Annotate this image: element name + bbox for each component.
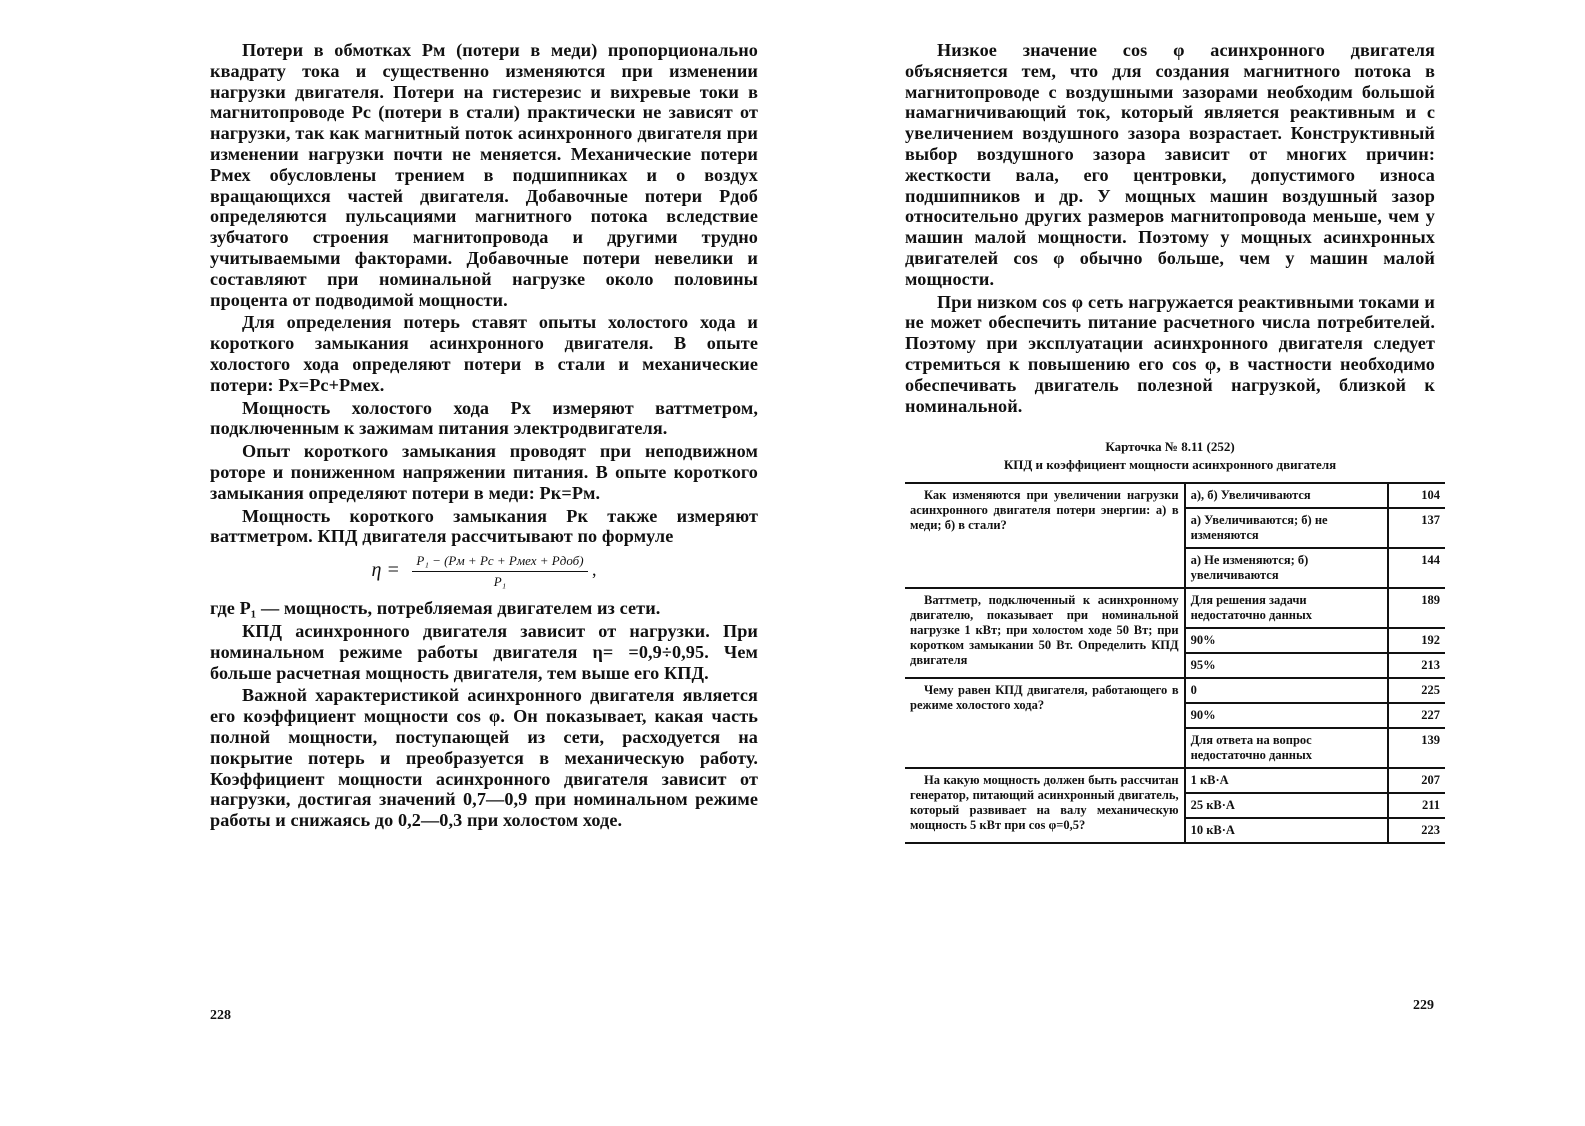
- card-row: [905, 588, 1445, 628]
- page-number: 229: [1413, 998, 1434, 1013]
- question-card-table: [905, 482, 1445, 844]
- card-row: [905, 678, 1445, 703]
- paragraph: Опыт короткого замыкания проводят при неподвижном роторе и пониженном напряжении питания. В опыте короткого замыкания определяют потери в меди: Pк=Pм.: [210, 441, 758, 503]
- card-answer-code: 104: [1388, 483, 1445, 508]
- card-answer-code: 137: [1388, 508, 1445, 548]
- card-answer: 10 кВ·А: [1185, 818, 1389, 843]
- card-answer: Для ответа на вопрос недостаточно данных: [1185, 728, 1389, 768]
- card-question: Ваттметр, подключенный к асинхронному двигателю, показывает при номинальной нагрузке 1 кВт; при холостом ходе 50 Вт; при коротком замыкании 50 Вт. Определить КПД двигателя: [905, 588, 1185, 678]
- paragraph: Важной характеристикой асинхронного двигателя является его коэффициент мощности cos φ. Он показывает, какая часть полной мощности, поступающей из сети, расходуется на покрытие потерь и преобразуется в механическую работу. Коэффициент мощности асинхронного двигателя зависит от нагрузки, достигая значений 0,7—0,9 при номинальном режиме работы и снижаясь до 0,2—0,3 при холостом ходе.: [210, 685, 758, 831]
- paragraph: Низкое значение cos φ асинхронного двигателя объясняется тем, что для создания магнитного потока в магнитопроводе с воздушными зазорами необходим большой намагничивающий ток, который является реактивным и с увеличением воздушного зазора возрастает. Конструктивный выбор воздушного зазора зависит от многих причин: жесткости вала, его центровки, допустимого износа подшипников и др. У мощных машин воздушный зазор относительно других размеров магнитопровода меньше, чем у машин малой мощности. Поэтому у мощных асинхронных двигателей cos φ обычно больше, чем у машин малой мощности.: [905, 40, 1435, 289]
- card-answer-code: 144: [1388, 548, 1445, 588]
- formula-denominator: P₁: [493, 574, 507, 590]
- paragraph: Мощность холостого хода Pх измеряют ваттметром, подключенным к зажимам питания электродвигателя.: [210, 397, 758, 439]
- left-page: [210, 40, 758, 831]
- card-row: [905, 483, 1445, 508]
- card-title: Карточка № 8.11 (252): [1105, 439, 1235, 455]
- card-answer-code: 139: [1388, 728, 1445, 768]
- card-answer: 90%: [1185, 628, 1389, 653]
- card-answer: Для решения задачи недостаточно данных: [1185, 588, 1389, 628]
- formula-numerator: P₁ − (Pм + Pс + Pмех + Pдоб): [412, 553, 587, 572]
- card-answer: а) Не изменяются; б) увеличиваются: [1185, 548, 1389, 588]
- card-answer: 1 кВ·А: [1185, 768, 1389, 793]
- card-answer: а), б) Увеличиваются: [1185, 483, 1389, 508]
- card-subtitle: КПД и коэффициент мощности асинхронного двигателя: [1003, 457, 1337, 473]
- card-question: Чему равен КПД двигателя, работающего в режиме холостого хода?: [905, 678, 1185, 768]
- card-answer: а) Увеличиваются; б) не изменяются: [1185, 508, 1389, 548]
- card-question: На какую мощность должен быть рассчитан генератор, питающий асинхронный двигатель, который развивает на валу механическую мощность 5 кВт при cos φ=0,5?: [905, 768, 1185, 843]
- paragraph: Потери в обмотках Pм (потери в меди) пропорционально квадрату тока и существенно изменяются при изменении нагрузки двигателя. Потери на гистерезис и вихревые токи в магнитопроводе Pс (потери в стали) практически не зависят от нагрузки, так как магнитный поток асинхронного двигателя при изменении нагрузки почти не меняется. Механические потери Pмех обусловлены трением в подшипниках и о воздух вращающихся частей двигателя. Добавочные потери Pдоб определяются пульсациями магнитного потока вследствие зубчатого строения магнитопровода и другими трудно учитываемыми факторами. Добавочные потери невелики и составляют при номинальной нагрузке около половины процента от подводимой мощности.: [210, 40, 758, 310]
- paragraph: При низком cos φ сеть нагружается реактивными токами и не может обеспечить питание расчетного числа потребителей. Поэтому при эксплуатации асинхронного двигателя следует стремиться к повышению его cos φ, в частности необходимо обеспечивать двигатель полезной нагрузкой, близкой к номинальной.: [905, 291, 1435, 416]
- card-answer-code: 223: [1388, 818, 1445, 843]
- formula-fraction: [412, 553, 587, 590]
- formula-lhs: η =: [371, 558, 400, 581]
- efficiency-formula: [210, 553, 758, 590]
- card-answer-code: 189: [1388, 588, 1445, 628]
- paragraph: где P₁ — мощность, потребляемая двигателем из сети.: [210, 598, 661, 619]
- card-answer-code: 225: [1388, 678, 1445, 703]
- card-answer: 90%: [1185, 703, 1389, 728]
- card-answer: 0: [1185, 678, 1389, 703]
- card-row: [905, 768, 1445, 793]
- card-answer-code: 192: [1388, 628, 1445, 653]
- card-answer: 95%: [1185, 653, 1389, 678]
- card-answer-code: 213: [1388, 653, 1445, 678]
- card-answer-code: 207: [1388, 768, 1445, 793]
- paragraph: Мощность короткого замыкания Pк также измеряют ваттметром. КПД двигателя рассчитывают по формуле: [210, 505, 758, 547]
- formula-suffix: ,: [592, 559, 597, 580]
- paragraph: Для определения потерь ставят опыты холостого хода и короткого замыкания асинхронного двигателя. В опыте холостого хода определяют потери в стали и механические потери: Pх=Pс+Pмех.: [210, 312, 758, 395]
- card-question: Как изменяются при увеличении нагрузки асинхронного двигателя потери энергии: а) в меди; б) в стали?: [905, 483, 1185, 588]
- page-number: 228: [210, 1008, 231, 1023]
- card-answer: 25 кВ·А: [1185, 793, 1389, 818]
- paragraph: КПД асинхронного двигателя зависит от нагрузки. При номинальном режиме работы двигателя η= =0,9÷0,95. Чем больше расчетная мощность двигателя, тем выше его КПД.: [210, 620, 758, 683]
- right-page: [905, 40, 1440, 844]
- card-answer-code: 211: [1388, 793, 1445, 818]
- card-answer-code: 227: [1388, 703, 1445, 728]
